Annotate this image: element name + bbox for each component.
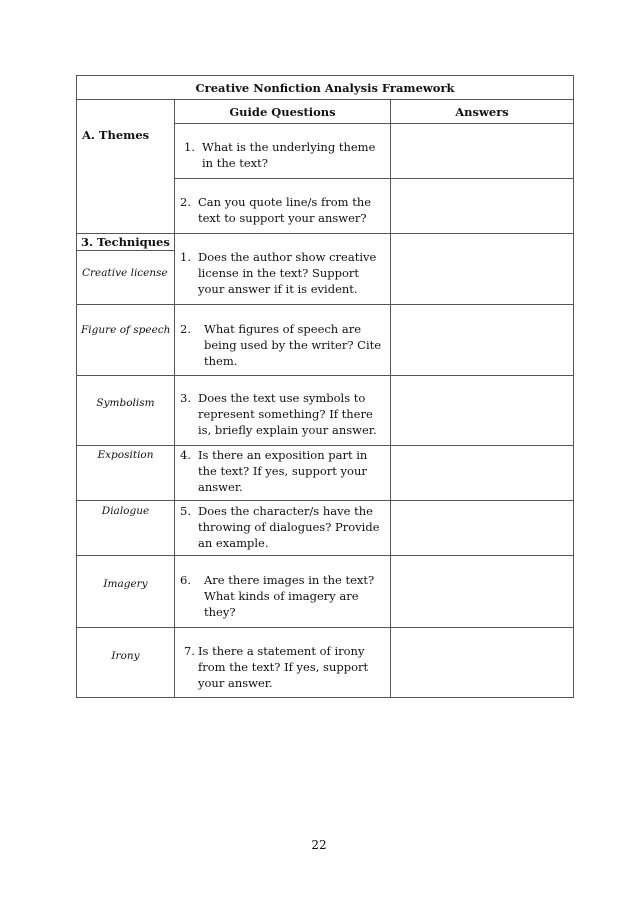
- question-item: [175, 501, 390, 551]
- technique-label: Figure of speech: [81, 324, 171, 336]
- technique-label-cell: [77, 556, 175, 628]
- answer-cell[interactable]: [391, 124, 574, 179]
- answer-cell[interactable]: [391, 446, 574, 501]
- question-number: 6.: [180, 573, 191, 587]
- question-text: What is the underlying theme in the text?: [202, 140, 376, 170]
- technique-label-cell: [77, 501, 175, 556]
- question-cell: [175, 628, 391, 698]
- question-number: 3.: [180, 391, 191, 405]
- technique-label: Symbolism: [96, 397, 155, 409]
- question-cell: [175, 179, 391, 234]
- technique-row-symbolism: [77, 376, 574, 446]
- question-cell: [175, 305, 391, 376]
- answer-cell[interactable]: [391, 305, 574, 376]
- technique-label: Exposition: [97, 449, 154, 461]
- question-text: Does the author show creative license in the text? Support your answer if it is evident.: [198, 250, 377, 296]
- technique-label-cell: [77, 628, 175, 698]
- question-text: Does the character/s have the throwing of dialogues? Provide an example.: [198, 504, 380, 550]
- themes-cell: [77, 100, 175, 234]
- question-item: [175, 179, 390, 226]
- technique-label-cell: [77, 376, 175, 446]
- question-text: Is there a statement of irony from the text? If yes, support your answer.: [198, 644, 369, 690]
- technique-label-cell: [77, 305, 175, 376]
- technique-label: Creative license: [82, 267, 168, 279]
- question-item: [175, 556, 390, 620]
- technique-row-creative-license: [77, 234, 574, 305]
- question-number: 1.: [180, 250, 191, 264]
- question-number: 2.: [180, 322, 191, 336]
- technique-row-dialogue: [77, 501, 574, 556]
- answer-cell[interactable]: [391, 376, 574, 446]
- technique-label: Dialogue: [101, 505, 150, 517]
- question-cell: [175, 556, 391, 628]
- analysis-framework-table: [76, 75, 574, 698]
- question-item: [175, 305, 390, 369]
- title-row: [77, 76, 574, 100]
- page-number: 22: [311, 838, 327, 852]
- header-row: [77, 100, 574, 124]
- question-text: What figures of speech are being used by the writer? Cite them.: [204, 322, 382, 368]
- technique-row-exposition: [77, 446, 574, 501]
- technique-row-imagery: [77, 556, 574, 628]
- techniques-label: 3. Techniques: [77, 234, 174, 251]
- question-text: Can you quote line/s from the text to support your answer?: [198, 195, 372, 225]
- technique-label: Irony: [111, 650, 140, 662]
- question-item: [175, 628, 390, 691]
- question-cell: [175, 446, 391, 501]
- answer-cell[interactable]: [391, 628, 574, 698]
- question-text: Is there an exposition part in the text? If yes, support your answer.: [198, 448, 368, 494]
- question-text: Does the text use symbols to represent something? If there is, briefly explain your answer.: [198, 391, 377, 437]
- table-title: Creative Nonfiction Analysis Framework: [77, 76, 574, 100]
- technique-row-irony: [77, 628, 574, 698]
- answers-header: Answers: [391, 100, 574, 124]
- question-cell: [175, 234, 391, 305]
- technique-label: Imagery: [103, 578, 148, 590]
- question-number: 7.: [184, 644, 195, 658]
- question-number: 2.: [180, 195, 191, 209]
- question-item: [175, 234, 390, 297]
- question-cell: [175, 124, 391, 179]
- question-number: 5.: [180, 504, 191, 518]
- question-number: 1.: [184, 140, 195, 154]
- question-item: [175, 376, 390, 438]
- answer-cell[interactable]: [391, 234, 574, 305]
- question-number: 4.: [180, 448, 191, 462]
- answer-cell[interactable]: [391, 556, 574, 628]
- guide-questions-header: Guide Questions: [175, 100, 391, 124]
- answer-cell[interactable]: [391, 179, 574, 234]
- answer-cell[interactable]: [391, 501, 574, 556]
- question-item: [175, 446, 390, 495]
- question-text: Are there images in the text? What kinds of imagery are they?: [204, 573, 375, 619]
- question-cell: [175, 376, 391, 446]
- question-item: [175, 124, 390, 171]
- themes-label: A. Themes: [82, 128, 150, 142]
- technique-label-cell: [77, 234, 175, 305]
- question-cell: [175, 501, 391, 556]
- technique-label-cell: [77, 446, 175, 501]
- technique-row-figure-of-speech: [77, 305, 574, 376]
